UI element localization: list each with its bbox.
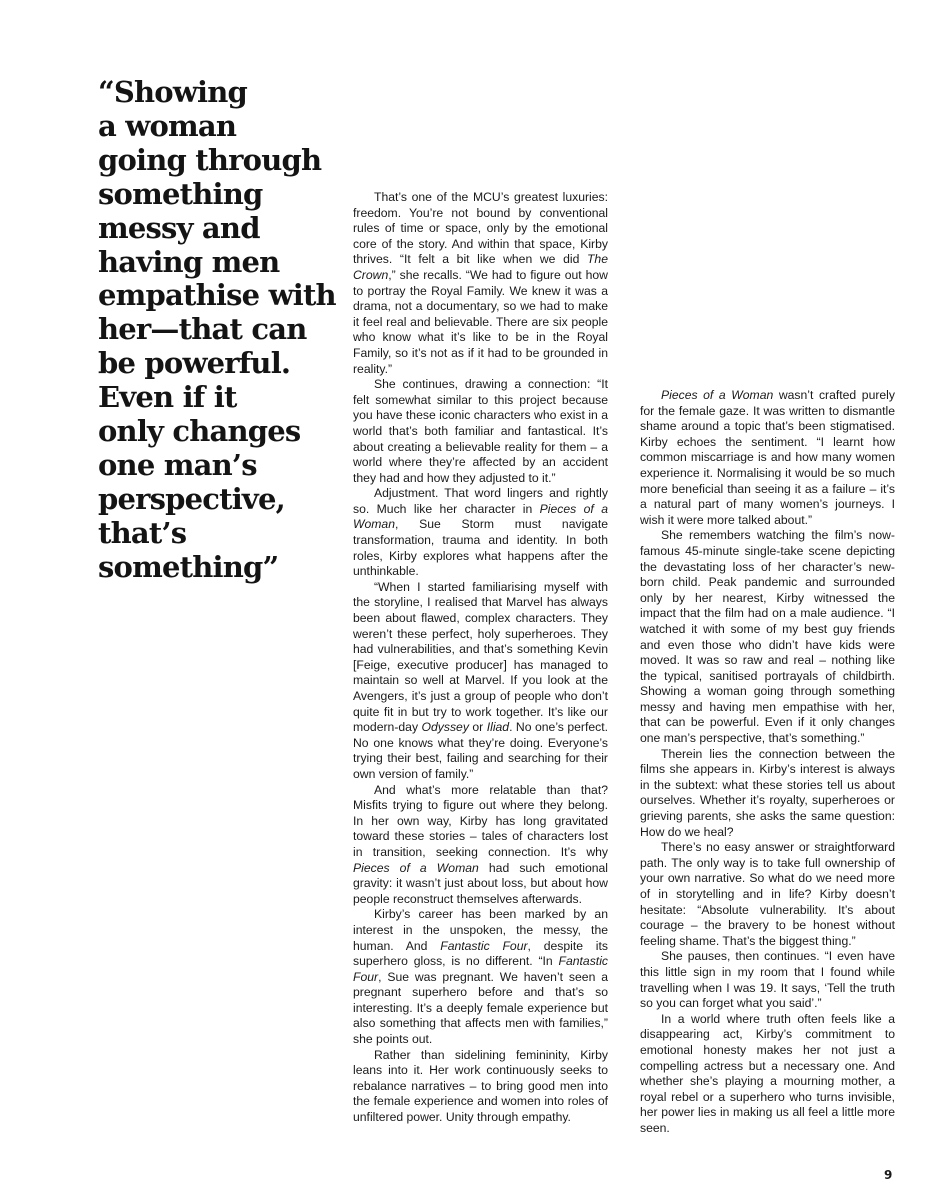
text-run: “When I started familiarising myself with the storyline, I realised that Marvel has always been about flawed, complex characters. They weren’t these perfect, holy superheroes. They had vulnerabilities, and that’s something Kevin [Feige, executive producer] has managed to maintain so well at Marvel. If you look at the Avengers, it’s just a group of people who don’t quite fit in but try to work together. It’s like our modern-day (353, 579, 608, 735)
text-run: had such emotional gravity: it wasn’t just about loss, but about how people reconstruct themselves afterwards. (353, 860, 608, 906)
paragraph (640, 388, 895, 528)
paragraph (353, 486, 608, 580)
pull-quote-line: be powerful. (98, 346, 291, 381)
italic-title: Pieces of a Woman (353, 501, 608, 532)
paragraph (353, 190, 608, 377)
italic-title: Iliad (486, 720, 510, 735)
text-run: or (468, 720, 487, 735)
text-run: wasn’t crafted purely for the female gaze. It was written to dismantle shame around a topic that’s been stigmatised. Kirby echoes the sentiment. “I learnt how common miscarriage is and how many women experience it. Normalising it would be so much more beneficial than seeing it as a failure – it’s a natural part of many women’s journeys. I wish it were more talked about.” (640, 388, 895, 527)
text-run: , despite its superhero gloss, is no different. “In (353, 938, 608, 969)
pull-quote-line: her—that can (98, 312, 307, 347)
text-run: And what’s more relatable than that? Misfits trying to figure out where they belong. In her own way, Kirby has long gravitated toward these stories – tales of characters lost in transition, seeking connection. It’s why (353, 782, 608, 859)
text-run: Adjustment. That word lingers and rightly so. Much like her character in (353, 486, 608, 516)
paragraph (353, 783, 608, 908)
pull-quote-line: messy and (98, 210, 260, 245)
pull-quote-line: a woman (98, 108, 237, 143)
text-run: , Sue Storm must navigate transformation, trauma and identity. In both roles, Kirby explores what happens after the unthinkable. (353, 517, 608, 579)
text-run: Kirby’s career has been marked by an interest in the unspoken, the messy, the human. And (353, 907, 608, 953)
pull-quote-line: only changes (98, 414, 301, 449)
paragraph: She continues, drawing a connection: “It felt somewhat similar to this project because you have these iconic characters who exist in a world that’s both familiar and fantastical. It’s about creating a believable reality for them – a world where they’re affected by an accident they had and how they adjusted to it.” (353, 377, 608, 485)
italic-title: Pieces of a Woman (353, 860, 479, 875)
italic-title: Pieces of a Woman (661, 388, 774, 402)
text-run: ,” she recalls. “We had to figure out how to portray the Royal Family. We knew it was a drama, not a documentary, so we had to make it feel real and believable. There are six people who know what it’s like to be in the Royal Family, so it’s not as if it had to be grounded in reality.” (353, 267, 608, 376)
paragraph: In a world where truth often feels like a disappearing act, Kirby’s commitment to emotional honesty makes her not just a compelling actress but a necessary one. And whether she’s playing a mourning mother, a royal rebel or a superhero who turns invisible, her power lies in making us all feel a little more seen. (640, 1011, 895, 1135)
italic-title: The Crown (353, 252, 608, 282)
paragraph: There’s no easy answer or straightforward path. The only way is to take full ownership of your own narrative. So what do we need more of in storytelling and in life? Kirby doesn’t hesitate: “Absolute vulnerability. It’s about courage – the bravery to be honest without feeling shame. That’s the biggest thing.” (640, 840, 895, 948)
pull-quote-line: empathise with (98, 278, 336, 313)
pull-quote-line: something (98, 176, 263, 211)
paragraph (353, 580, 608, 783)
paragraph (353, 907, 608, 1047)
pull-quote-line: having men (98, 244, 280, 279)
pull-quote-line: going through (98, 142, 322, 177)
italic-title: Odyssey (421, 720, 469, 735)
pull-quote-line: perspective, (98, 481, 285, 516)
text-run: , Sue was pregnant. We haven’t seen a pregnant superhero before and that’s so interesting. It’s a deeply female experience but also something that affects men with families,” she points out. (353, 969, 608, 1047)
paragraph: Therein lies the connection between the films she appears in. Kirby’s interest is always in the subtext: what these stories tell us about ourselves. Whether it’s royalty, superheroes or grieving parents, she asks the same question: How do we heal? (640, 746, 895, 839)
italic-title: Fantastic Four (353, 954, 608, 984)
pull-quote-line: one man’s (98, 447, 257, 482)
pull-quote-line: that’s (98, 515, 187, 550)
pull-quote (98, 75, 336, 585)
text-run: That’s one of the MCU’s greatest luxuries: freedom. You’re not bound by conventional rules of time or space, only by the emotional core of the story. And within that space, Kirby thrives. “It felt a bit like when we did (353, 190, 608, 267)
pull-quote-line: something” (98, 549, 279, 584)
text-run: . No one’s perfect. No one knows what they’re doing. Everyone’s trying their best, failing and searching for their own version of family.” (353, 720, 609, 781)
italic-title: Fantastic Four (440, 938, 528, 953)
article-column-middle (353, 190, 608, 1126)
pull-quote-line: Even if it (98, 380, 237, 415)
paragraph: She remembers watching the film’s now-famous 45-minute single-take scene depicting the devastating loss of her character’s new-born child. Peak pandemic and surrounded only by her nearest, Kirby witnessed the impact that the film had on a male audience. “I watched it with some of my best guy friends and even those who didn’t have kids were moved. It was so raw and real – nothing like the typical, sanitised portrayals of childbirth. Showing a woman going through something messy and having men empathise with her, that can be powerful. Even if it only changes one man’s perspective, that’s something.” (640, 528, 895, 746)
pull-quote-line: “Showing (98, 75, 247, 109)
paragraph: She pauses, then continues. “I even have this little sign in my room that I found while travelling when I was 19. It says, ‘Tell the truth so you can forget what you said’.” (640, 949, 895, 1011)
page-number: 9 (884, 1168, 893, 1182)
paragraph: Rather than sidelining femininity, Kirby leans into it. Her work continuously seeks to rebalance narratives – to bring good men into the female experience and women into roles of unfiltered power. Unity through empathy. (353, 1047, 608, 1125)
article-column-right (640, 388, 895, 1137)
